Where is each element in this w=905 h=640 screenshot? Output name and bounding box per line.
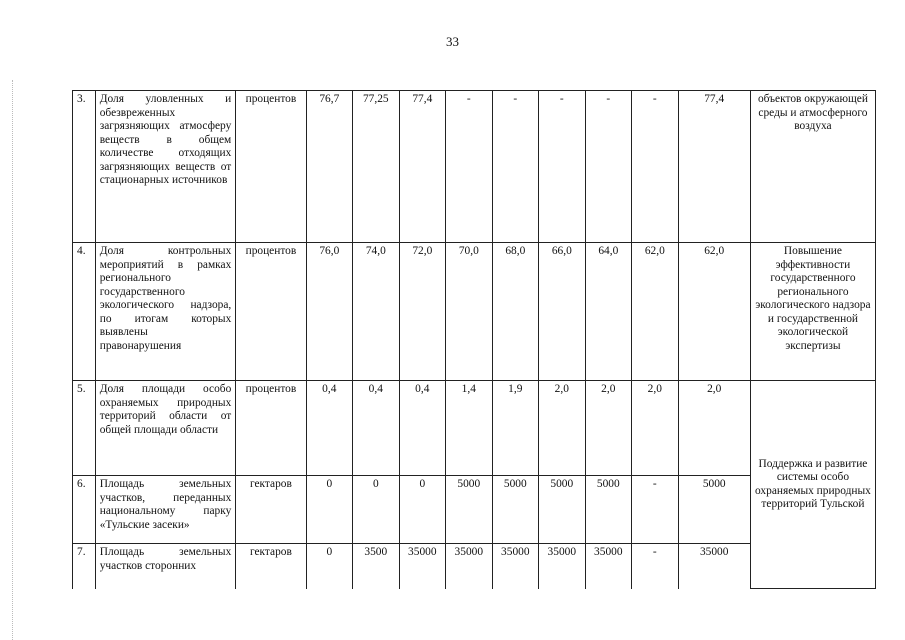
row-number: 4.	[73, 243, 96, 381]
value-cell: 2,0	[632, 381, 679, 476]
value-cell: 1,9	[492, 381, 539, 476]
task-cell: Повышение эффективности государственного регионального экологического надзора и государственной экологической экспертизы	[750, 243, 875, 381]
value-cell: 77,4	[399, 91, 446, 243]
row-number: 6.	[73, 476, 96, 544]
value-cell: 3500	[353, 544, 400, 589]
value-cell: 5000	[585, 476, 632, 544]
value-cell: 5000	[492, 476, 539, 544]
value-cell: 76,7	[306, 91, 353, 243]
row-number: 3.	[73, 91, 96, 243]
table-row	[73, 243, 876, 381]
margin-scan-marks	[12, 80, 15, 640]
value-cell: 35000	[539, 544, 586, 589]
table-row	[73, 381, 876, 476]
value-cell: 0,4	[399, 381, 446, 476]
table-row	[73, 91, 876, 243]
value-cell: 77,25	[353, 91, 400, 243]
value-cell: 35000	[492, 544, 539, 589]
row-number: 5.	[73, 381, 96, 476]
value-cell: -	[632, 91, 679, 243]
page-number: 33	[446, 34, 459, 49]
value-cell: 35000	[678, 544, 750, 589]
indicator-name: Доля площади особо охраняемых природных территорий области от общей площади области	[95, 381, 236, 476]
unit-cell: гектаров	[236, 544, 306, 589]
value-cell: 0	[399, 476, 446, 544]
row-number: 7.	[73, 544, 96, 589]
value-cell: 66,0	[539, 243, 586, 381]
value-cell: 5000	[446, 476, 493, 544]
value-cell: -	[632, 544, 679, 589]
indicator-name: Площадь земельных участков, переданных национальному парку «Тульские засеки»	[95, 476, 236, 544]
value-cell: 2,0	[678, 381, 750, 476]
value-cell: -	[632, 476, 679, 544]
unit-cell: процентов	[236, 243, 306, 381]
value-cell: -	[585, 91, 632, 243]
value-cell: 35000	[585, 544, 632, 589]
indicators-table	[72, 90, 876, 589]
value-cell: 0	[306, 476, 353, 544]
indicator-name: Доля уловленных и обезвреженных загрязняющих атмосферу веществ в общем количестве отходящих загрязняющих веществ от стационарных источников	[95, 91, 236, 243]
value-cell: -	[492, 91, 539, 243]
unit-cell: процентов	[236, 381, 306, 476]
value-cell: 77,4	[678, 91, 750, 243]
value-cell: 68,0	[492, 243, 539, 381]
value-cell: 0,4	[306, 381, 353, 476]
value-cell: 2,0	[585, 381, 632, 476]
value-cell: 35000	[399, 544, 446, 589]
value-cell: -	[446, 91, 493, 243]
value-cell: 0,4	[353, 381, 400, 476]
value-cell: 5000	[678, 476, 750, 544]
value-cell: 70,0	[446, 243, 493, 381]
unit-cell: гектаров	[236, 476, 306, 544]
value-cell: 64,0	[585, 243, 632, 381]
task-cell: Поддержка и развитие системы особо охраняемых природных территорий Тульской	[750, 381, 875, 589]
value-cell: 35000	[446, 544, 493, 589]
value-cell: 72,0	[399, 243, 446, 381]
value-cell: -	[539, 91, 586, 243]
indicator-name: Площадь земельных участков сторонних	[95, 544, 236, 589]
unit-cell: процентов	[236, 91, 306, 243]
value-cell: 0	[353, 476, 400, 544]
value-cell: 76,0	[306, 243, 353, 381]
value-cell: 62,0	[632, 243, 679, 381]
value-cell: 0	[306, 544, 353, 589]
indicator-name: Доля контрольных мероприятий в рамках регионального государственного экологического надзора, по итогам которых выявлены правонарушения	[95, 243, 236, 381]
value-cell: 2,0	[539, 381, 586, 476]
value-cell: 74,0	[353, 243, 400, 381]
value-cell: 5000	[539, 476, 586, 544]
task-cell: объектов окружающей среды и атмосферного воздуха	[750, 91, 875, 243]
value-cell: 62,0	[678, 243, 750, 381]
value-cell: 1,4	[446, 381, 493, 476]
